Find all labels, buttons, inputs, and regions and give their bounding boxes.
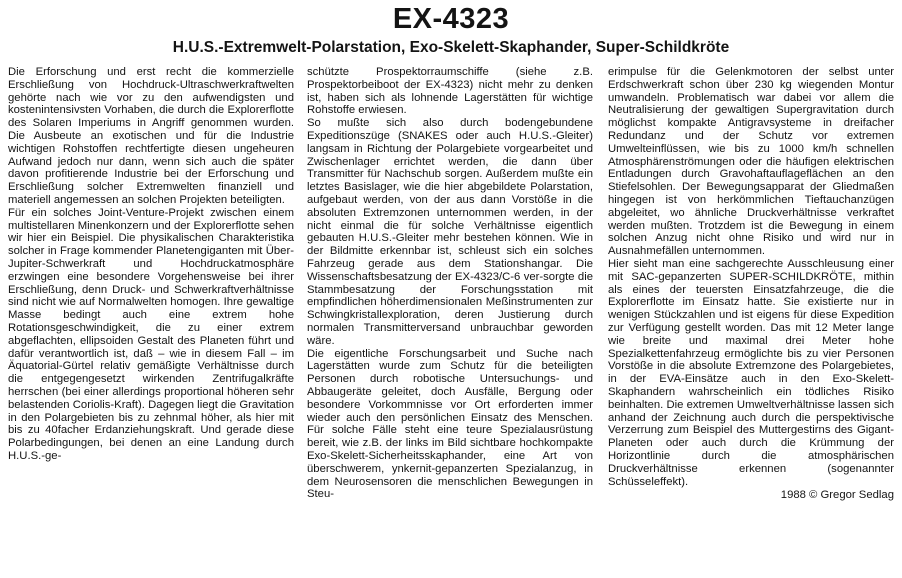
text-columns: [8, 66, 894, 576]
paragraph-text: Hier sieht man eine sachgerechte Ausschleusung einer mit SAC-gepanzerten SUPER-SCHILDKRÖTE, mithin als eines der teuersten Einsatzfahrzeuge, die die Explorerflotte im Einsatz hatte. Sie existierte nur in wenigen Stückzahlen und ist eigens für diese Expedition zur Verfügung gestellt worden. Das mit 12 Meter lange wie breite und maximal drei Meter hohe Spezialkettenfahrzeug ermöglichte bis zu vier Personen Vorstöße in die absolute Extremzone des Polargebietes, in der EVA-Einsätze auch in den Exo-Skelett-Skaphandern wahrscheinlich ein tödliches Risiko beinhalten. Die extremen Umweltverhältnisse lassen sich anhand der Zeichnung auch durch die perspektivische Verzerrung zum Beispiel des Muttergestirns des Gigant-Planeten oder auch durch die Krümmung der Horizontlinie durch die atmosphärischen Druckverhältnisse erkennen (sogenannter Schüsseleffekt).: [608, 257, 894, 488]
paragraph: So mußte sich also durch bodengebundene Expeditionszüge (SNAKES oder auch H.U.S.-Gleiter) langsam in Richtung der Polargebiete vorgearbeitet und Zwischenlager errichtet werden, die dann über Transmitter für Nachschub sorgen. Außerdem mußte ein letztes Basislager, wie die hier abgebildete Polarstation, aufgebaut werden, von der aus dann Vorstöße in die absoluten Extremzonen unternommen werden, in der nicht einmal die für solche Verhältnisse eigentlich gebauten H.U.S.-Gleiter mehr bestehen können. Wie in der Bildmitte erkennbar ist, schleust sich ein solches Fahrzeug gerade aus dem Stationshangar. Die Wissenschaftsbesatzung der EX-4323/C-6 ver-sorgte die Stammbesatzung der Forschungsstation mit empfindlichen höherdimensionalen Meßinstrumenten zur Schwingkristallexploration, deren Justierung durch normalen Transmitterversand unbrauchbar geworden wäre.: [307, 117, 593, 347]
paragraph: [608, 258, 894, 502]
paragraph: Die eigentliche Forschungsarbeit und Suche nach Lagerstätten wurde zum Schutz für die beteiligten Personen durch robotische Untersuchungs- und Abbaugeräte geleitet, doch Ausfälle, Bergung oder besondere Vorkommnisse vor Ort erforderten immer wieder auch den persönlichen Einsatz des Menschen. Für solche Fälle steht eine teure Spezialausrüstung bereit, wie z.B. der links im Bild sichtbare hochkompakte Exo-Skelett-Sicherheitsskaphander, eine Art von überschwerem, ynkernit-gepanzerten Spezialanzug, in dem Neurosensoren die menschlichen Bewegungen in Steu-: [307, 347, 593, 501]
copyright-credit: 1988 © Gregor Sedlag: [780, 489, 894, 502]
text-column-1: [8, 66, 294, 576]
text-column-3: [608, 66, 894, 576]
page-subtitle: H.U.S.-Extremwelt-Polarstation, Exo-Skelett-Skaphander, Super-Schildkröte: [172, 39, 730, 56]
page-title: EX-4323: [392, 3, 510, 35]
paragraph: erimpulse für die Gelenkmotoren der selbst unter Erdschwerkraft schon über 230 kg wiegenden Montur umwandeln. Problematisch war dabei vor allem die Neutralisierung der gewaltigen Supergravitation durch möglichst kompakte Antigravsysteme in dreifacher Redundanz und der Schutz vor extremen Umwelteinflüssen, wie bis zu 1000 km/h schnellen Atmosphärenströmungen oder die häufigen elektrischen Entladungen durch Gravohaftauflageflächen an den Stiefelsohlen. Der Bewegungsapparat der Gliedmaßen hingegen ist von herkömmlichen Tieftauchanzügen abgeleitet, wo ähnliche Druckverhältnisse verkraftet werden mußten. Trotzdem ist die Bewegung in einem solchen Anzug nicht ohne Risiko und wird nur in Ausnahmefällen unternommen.: [608, 66, 894, 258]
text-column-2: [307, 66, 593, 576]
paragraph: Die Erforschung und erst recht die kommerzielle Erschließung von Hochdruck-Ultraschwerkraftwelten gehörte nach wie vor zu den aufwendigsten und kostenintensivsten Vorhaben, die durch die Explorerflotte des Solaren Imperiums in Angriff genommen wurden. Die Ausbeute an exotischen und für die Industrie wichtigen Rohstoffen rechtfertigte diesen ungeheuren Aufwand jedoch nur dann, wenn sich auch die später davon profitierende Industrie bei der Erforschung und Erschließung solcher Extremwelten finanziell und materiell angemessen an solchen Projekten beteiligten.: [8, 66, 294, 206]
paragraph: Für ein solches Joint-Venture-Projekt zwischen einem multistellaren Minenkonzern und der Explorerflotte sehen wir hier ein Beispiel. Die physikalischen Charakteristika solcher in Frage kommender Planetengiganten mit Über-Jupiter-Schwerkraft und Hochdruckatmosphäre erzwingen eine besondere Vorgehensweise bei ihrer Erschließung, denn Druck- und Schwerkraftverhältnisse sind nicht wie auf Normalwelten homogen. Ihre gewaltige Masse bedingt auch eine extrem hohe Rotationsgeschwindigkeit, die zu einer extrem abgeflachten, ellipsoiden Gestalt des Planeten führt und dafür verantwortlich ist, daß – wie in diesem Fall – im Äquatorial-Gürtel relativ gemäßigte Verhältnisse durch die entgegengesetzt wirkenden Zentrifugalkräfte herrschen (bei einer allerdings proportional höheren sehr belastenden Coriolis-Kraft). Dagegen liegt die Gravitation in den Polargebieten bis zu zehnmal höher, als hier mit bis zu 40facher Erdanziehungskraft. Und gerade diese Polarbedingungen, bei denen an eine Landung durch H.U.S.-ge-: [8, 206, 294, 462]
paragraph: schützte Prospektorraumschiffe (siehe z.B. Prospektorbeiboot der EX-4323) nicht mehr zu denken ist, haben sich als lohnende Lagerstätten für wichtige Rohstoffe erwiesen.: [307, 66, 593, 117]
